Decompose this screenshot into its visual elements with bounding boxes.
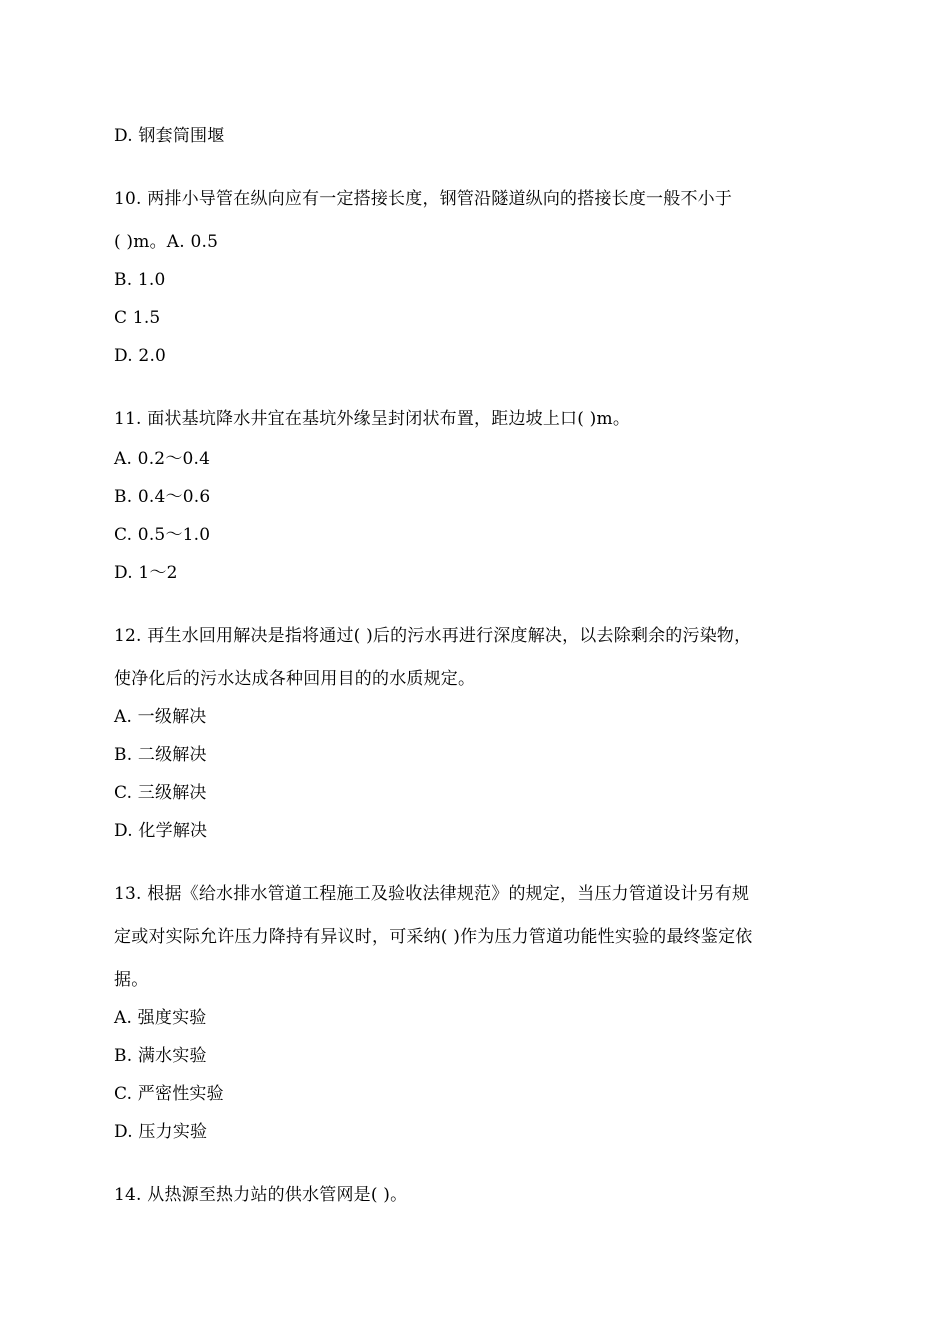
q10-stem-line-2: ( )m。A. 0.5 (114, 232, 219, 252)
q12-option-a: A. 一级解决 (114, 707, 207, 727)
q12-option-b: B. 二级解决 (114, 745, 207, 765)
q13-stem-line-1: 13. 根据《给水排水管道工程施工及验收法律规范》的规定，当压力管道设计另有规 (114, 884, 750, 904)
q10-option-d: D. 2.0 (114, 346, 167, 366)
q9-option-d: D. 钢套筒围堰 (114, 126, 225, 146)
q12-option-c: C. 三级解决 (114, 783, 207, 803)
q13-stem-line-2: 定或对实际允许压力降持有异议时，可采纳( )作为压力管道功能性实验的最终鉴定依 (114, 927, 753, 947)
q13-option-b: B. 满水实验 (114, 1046, 207, 1066)
q14-stem: 14. 从热源至热力站的供水管网是( )。 (114, 1185, 408, 1205)
q13-stem-line-3: 据。 (114, 970, 149, 990)
q11-option-b: B. 0.4～0.6 (114, 487, 211, 507)
q13-option-d: D. 压力实验 (114, 1122, 208, 1142)
q11-stem: 11. 面状基坑降水井宜在基坑外缘呈封闭状布置，距边坡上口( )m。 (114, 409, 631, 429)
q10-option-c: C 1.5 (114, 308, 161, 328)
q10-stem-line-1: 10. 两排小导管在纵向应有一定搭接长度，钢管沿隧道纵向的搭接长度一般不小于 (114, 189, 733, 209)
q10-option-b: B. 1.0 (114, 270, 166, 290)
q13-option-a: A. 强度实验 (114, 1008, 207, 1028)
q11-option-d: D. 1～2 (114, 563, 178, 583)
q12-stem-line-2: 使净化后的污水达成各种回用目的的水质规定。 (114, 669, 476, 689)
q12-option-d: D. 化学解决 (114, 821, 208, 841)
q13-option-c: C. 严密性实验 (114, 1084, 224, 1104)
q11-option-c: C. 0.5～1.0 (114, 525, 211, 545)
q12-stem-line-1: 12. 再生水回用解决是指将通过( )后的污水再进行深度解决，以去除剩余的污染物， (114, 626, 752, 646)
q11-option-a: A. 0.2～0.4 (114, 449, 211, 469)
